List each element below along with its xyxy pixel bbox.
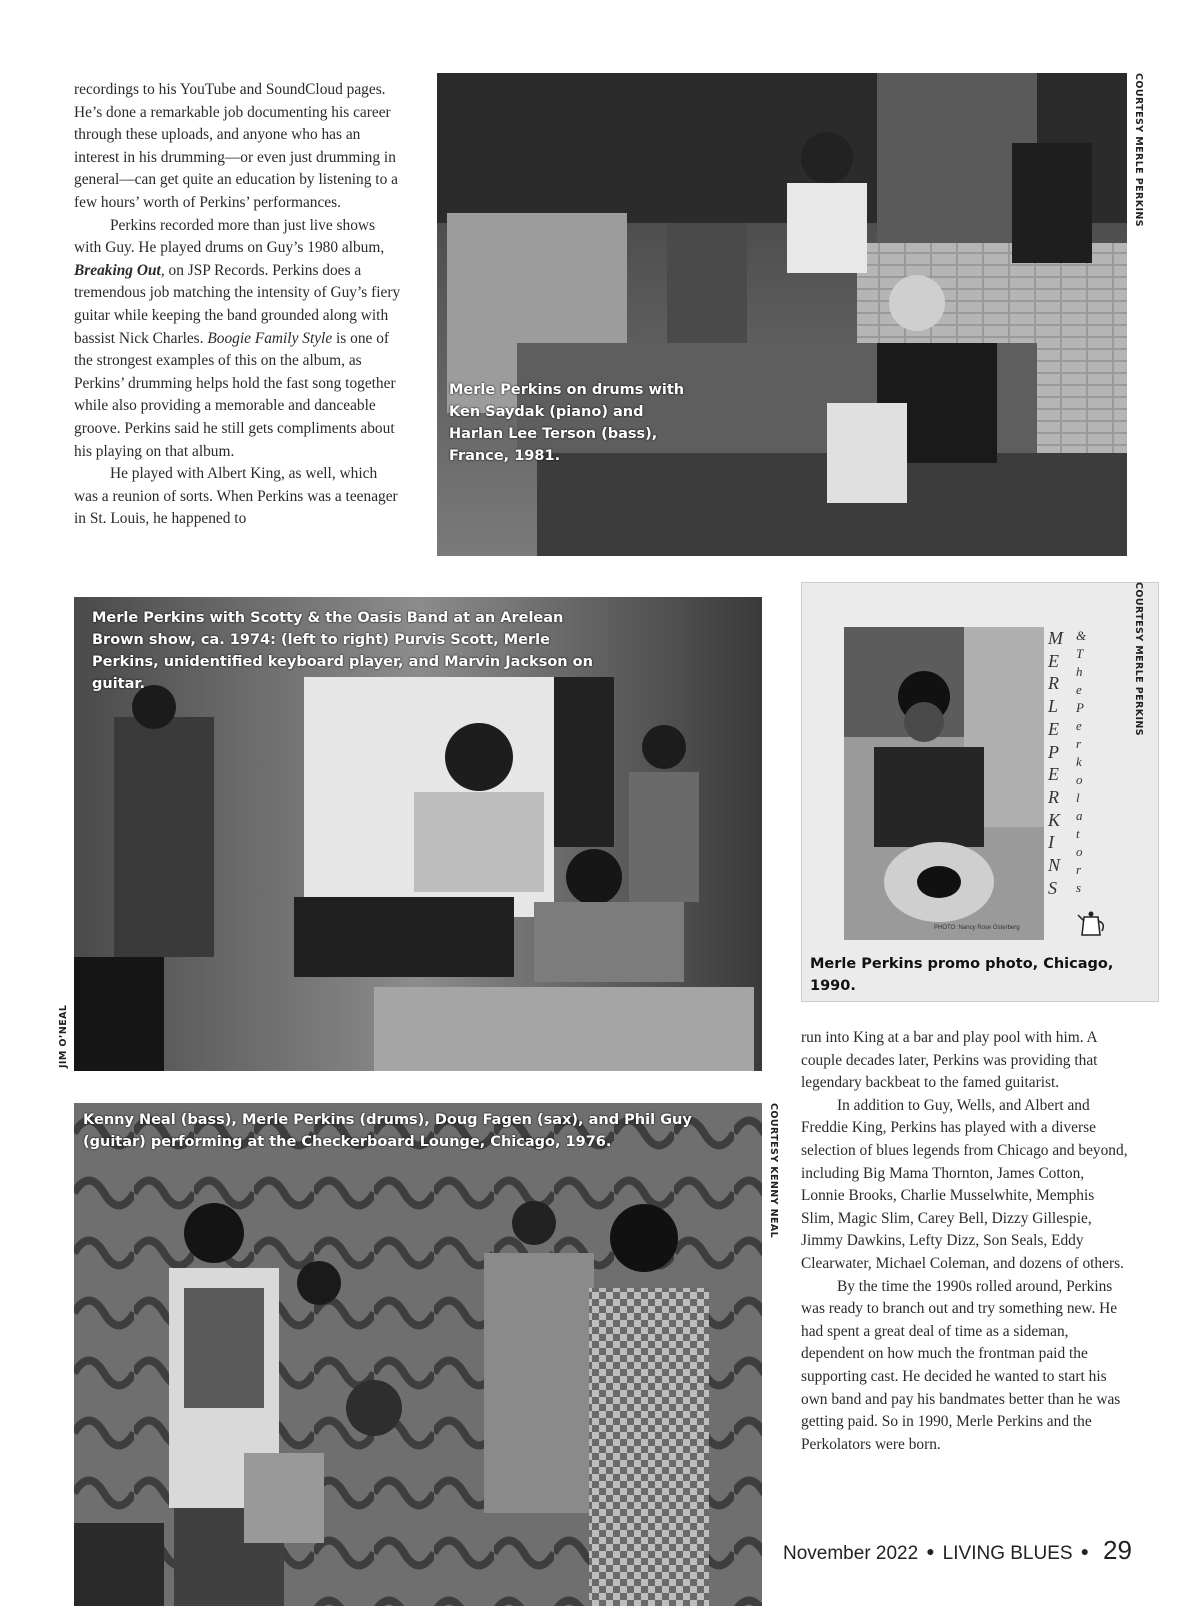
photo-caption: Kenny Neal (bass), Merle Perkins (drums), Doug Fagen (sax), and Phil Guy (guitar) performing at the Checkerboard Lounge, Chicago, 1976.	[83, 1112, 692, 1150]
text-column-right	[801, 1027, 1131, 1456]
page-footer	[783, 1535, 1132, 1566]
photo-france-1981	[437, 73, 1127, 556]
promo-lettering	[1048, 627, 1118, 940]
photo-credit: COURTESY MERLE PERKINS	[1133, 582, 1144, 737]
photo-oasis-band-1974	[74, 597, 762, 1071]
paragraph: run into King at a bar and play pool with him. A couple decades later, Perkins was providing that legendary backbeat to the famed guitarist.	[801, 1029, 1098, 1092]
paragraph	[74, 215, 404, 464]
album-title: Breaking Out	[74, 261, 161, 279]
paragraph: In addition to Guy, Wells, and Albert and Freddie King, Perkins has played with a diverse selection of blues legends from Chicago and beyond, including Big Mama Thornton, James Cotton, Lonnie Brooks, Charlie Musselwhite, Memphis Slim, Magic Slim, Carey Bell, Dizzy Gillespie, Jimmy Dawkins, Lefty Dizz, Son Seals, Eddy Clearwater, Michael Coleman, and dozens of others.	[801, 1096, 1128, 1272]
promo-photo-image	[844, 627, 1044, 940]
coffee-pot-icon	[1076, 907, 1110, 941]
separator-dot-icon: ●	[1080, 1543, 1090, 1559]
photo-credit: COURTESY MERLE PERKINS	[1133, 73, 1144, 228]
promo-band-letters: & The Perkolators	[1076, 628, 1091, 895]
page-number: 29	[1103, 1535, 1132, 1565]
photo-credit: JIM O’NEAL	[58, 1004, 69, 1068]
promo-name-letters: MERLE PERKINS	[1048, 628, 1065, 898]
paragraph: recordings to his YouTube and SoundCloud pages. He’s done a remarkable job documenting his career through these uploads, and anyone who has an interest in his drumming—or even just drumming in general—can get quite an education by listening to a few hours’ worth of Perkins’ performances.	[74, 81, 398, 211]
separator-dot-icon: ●	[926, 1543, 935, 1559]
paragraph: By the time the 1990s rolled around, Perkins was ready to branch out and try something new. He had spent a great deal of time as a sideman, dependent on how much the frontman paid the supporting cast. He decided he wanted to start his own band and pay his bandmates better than he was getting paid. So in 1990, Merle Perkins and the Perkolators were born.	[801, 1277, 1121, 1453]
photo-note: PHOTO: Nancy Rose Osterberg	[934, 925, 1020, 931]
paragraph-text: is one of the strongest examples of this on the album, as Perkins’ drumming helps hold the fast song together while also providing a memorable and danceable groove. Perkins said he still gets compliments about his playing on that album.	[74, 329, 396, 460]
magazine-name: LIVING BLUES	[942, 1543, 1073, 1564]
photo-promo-1990	[801, 582, 1159, 1002]
paragraph-text: Perkins recorded more than just live shows with Guy. He played drums on Guy’s 1980 album,	[74, 216, 385, 257]
photo-caption: Merle Perkins on drums with Ken Saydak (piano) and Harlan Lee Terson (bass), France, 1981.	[449, 382, 685, 464]
photo-credit: COURTESY KENNY NEAL	[768, 1103, 779, 1239]
song-title: Boogie Family Style	[207, 329, 333, 347]
photo-caption: Merle Perkins promo photo, Chicago, 1990.	[810, 956, 1114, 994]
photo-checkerboard-1976	[74, 1103, 762, 1606]
photo-checkerboard-image	[74, 1103, 762, 1606]
paragraph: He played with Albert King, as well, which was a reunion of sorts. When Perkins was a teenager in St. Louis, he happened to	[74, 465, 398, 528]
paragraph-text: , on JSP Records. Perkins does a tremendous job matching the intensity of Guy’s fiery guitar while keeping the band grounded along with bassist Nick Charles.	[74, 261, 401, 347]
photo-caption: Merle Perkins with Scotty & the Oasis Band at an Arelean Brown show, ca. 1974: (left to right) Purvis Scott, Merle Perkins, unidentified keyboard player, and Marvin Jackson on guitar.	[92, 610, 593, 692]
photo-stage-image	[437, 73, 1127, 556]
text-column-left	[74, 79, 404, 531]
issue-date: November 2022	[783, 1543, 919, 1564]
